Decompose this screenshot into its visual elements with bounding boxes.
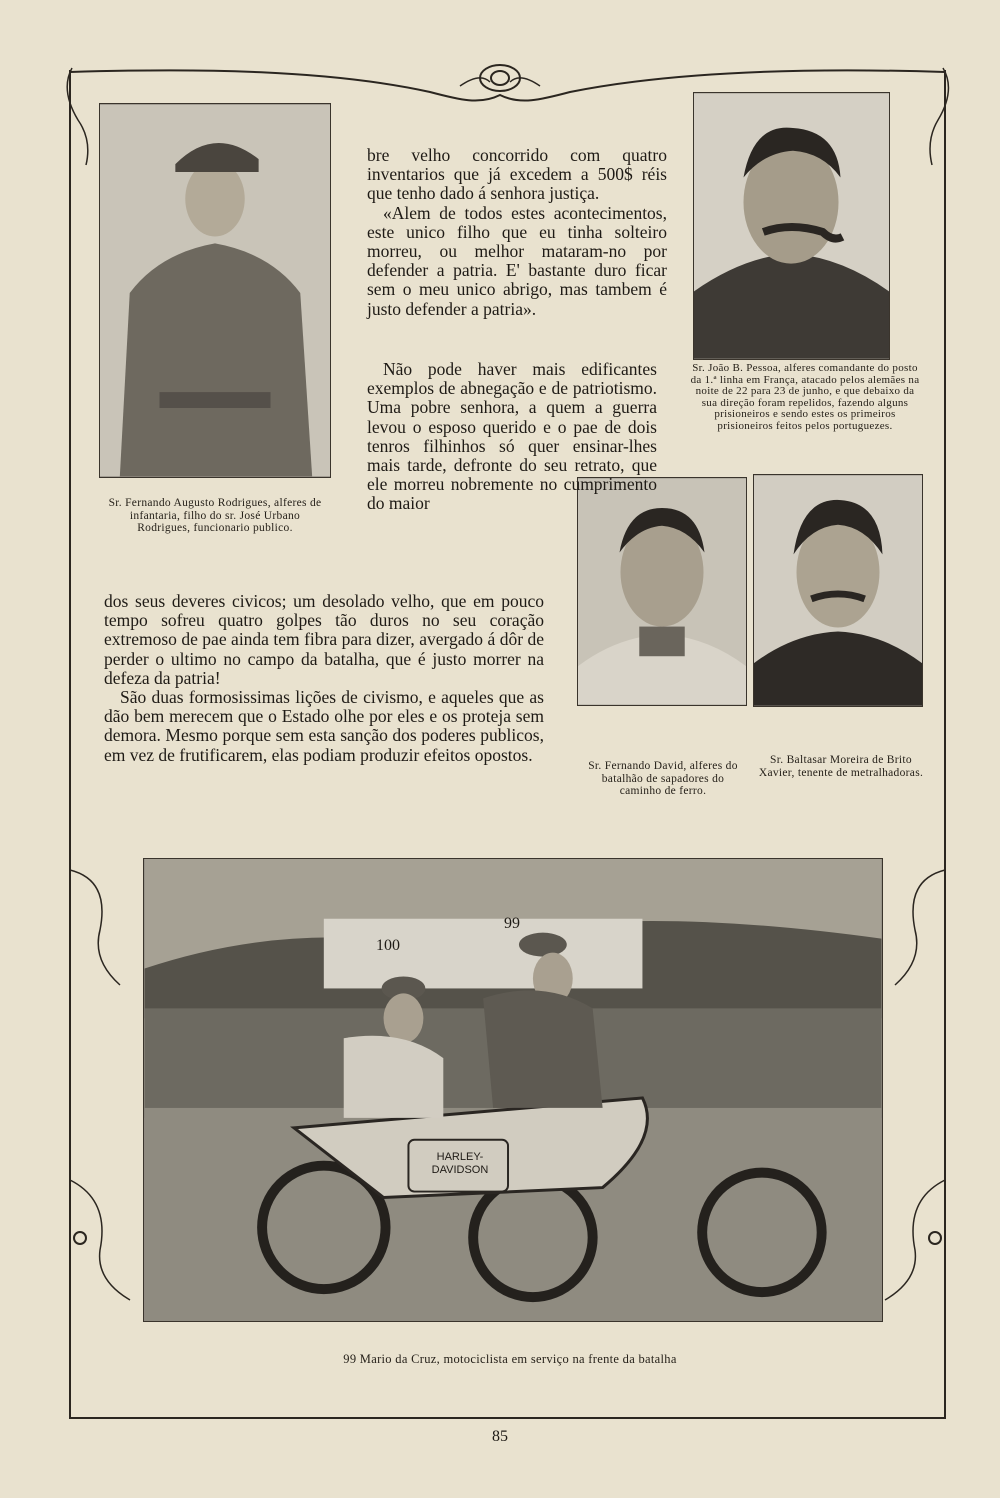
photo-number-99: 99 bbox=[504, 915, 520, 932]
caption-fernando-david: Sr. Fernando David, alferes do batalhão de sapadores do caminho de ferro. bbox=[588, 760, 738, 797]
photo-baltasar bbox=[753, 474, 923, 707]
portrait-mustached-officer-image bbox=[694, 93, 889, 359]
photo-joao-pessoa bbox=[693, 92, 890, 360]
photo-fernando-augusto bbox=[99, 103, 331, 478]
caption-motorcycle: 99 Mario da Cruz, motociclista em serviço na frente da batalha bbox=[343, 1352, 677, 1366]
article-paragraph: «Alem de todos estes acontecimentos, este unico filho que eu tinha solteiro morreu, ou melhor mataram-no por defender a patria. E' bastante duro ficar sem o meu unico abrigo, mas tambem é justo defender a patria». bbox=[367, 202, 667, 319]
sidecar-brand-text: HARLEY-DAVIDSON bbox=[431, 1151, 489, 1176]
article-wide-block bbox=[104, 592, 544, 765]
article-paragraph: bre velho concorrido com quatro inventarios que já excedem a 500$ réis que tenho dado á senhora justiça. bbox=[367, 145, 667, 204]
photo-motorcycle bbox=[143, 858, 883, 1322]
article-paragraph: Não pode haver mais edificantes exemplos de abnegação e de patriotismo. Uma pobre senhora, a quem a guerra levou o esposo querido e o pae de dois tenros filhinhos só quer ensinar-lhes mais tarde, defronte do seu retrato, que ele morreu nobremente no cumprimento do maior bbox=[367, 359, 657, 514]
caption-fernando-augusto: Sr. Fernando Augusto Rodrigues, alferes de infantaria, filho do sr. José Urbano Rodrigues, funcionario publico. bbox=[108, 497, 322, 534]
caption-baltasar: Sr. Baltasar Moreira de Brito Xavier, tenente de metralhadoras. bbox=[758, 754, 924, 779]
article-column-top bbox=[367, 146, 667, 319]
portrait-mustached-young-officer-image bbox=[754, 475, 922, 706]
article-paragraph: São duas formosissimas lições de civismo, e aqueles que as dão bem merecem que o Estado olhe por eles e os proteja sem demora. Mesmo porque sem esta sanção dos poderes publicos, em vez de frutificarem, elas podiam produzir efeitos opostos. bbox=[104, 687, 544, 765]
portrait-officer-coat-image bbox=[100, 104, 330, 477]
photo-number-100: 100 bbox=[376, 937, 400, 954]
page-number: 85 bbox=[492, 1428, 508, 1445]
article-paragraph: dos seus deveres civicos; um desolado velho, que em pouco tempo sofreu quatro golpes tão duros no seu coração extremoso de pae ainda tem fibra para dizer, avergado á dôr de perder o ultimo no campo da batalha, que é justo morrer na defeza da patria! bbox=[104, 591, 544, 688]
caption-joao-pessoa: Sr. João B. Pessoa, alferes comandante do posto da 1.ª linha em França, atacado pelos alemães na noite de 22 para 23 de junho, e que debaixo da sua direção foram repelidos, fazendo alguns prisioneiros e sendo estes os primeiros prisioneiros feitos pelos portuguezes. bbox=[690, 362, 920, 432]
article-column-middle bbox=[367, 360, 657, 514]
